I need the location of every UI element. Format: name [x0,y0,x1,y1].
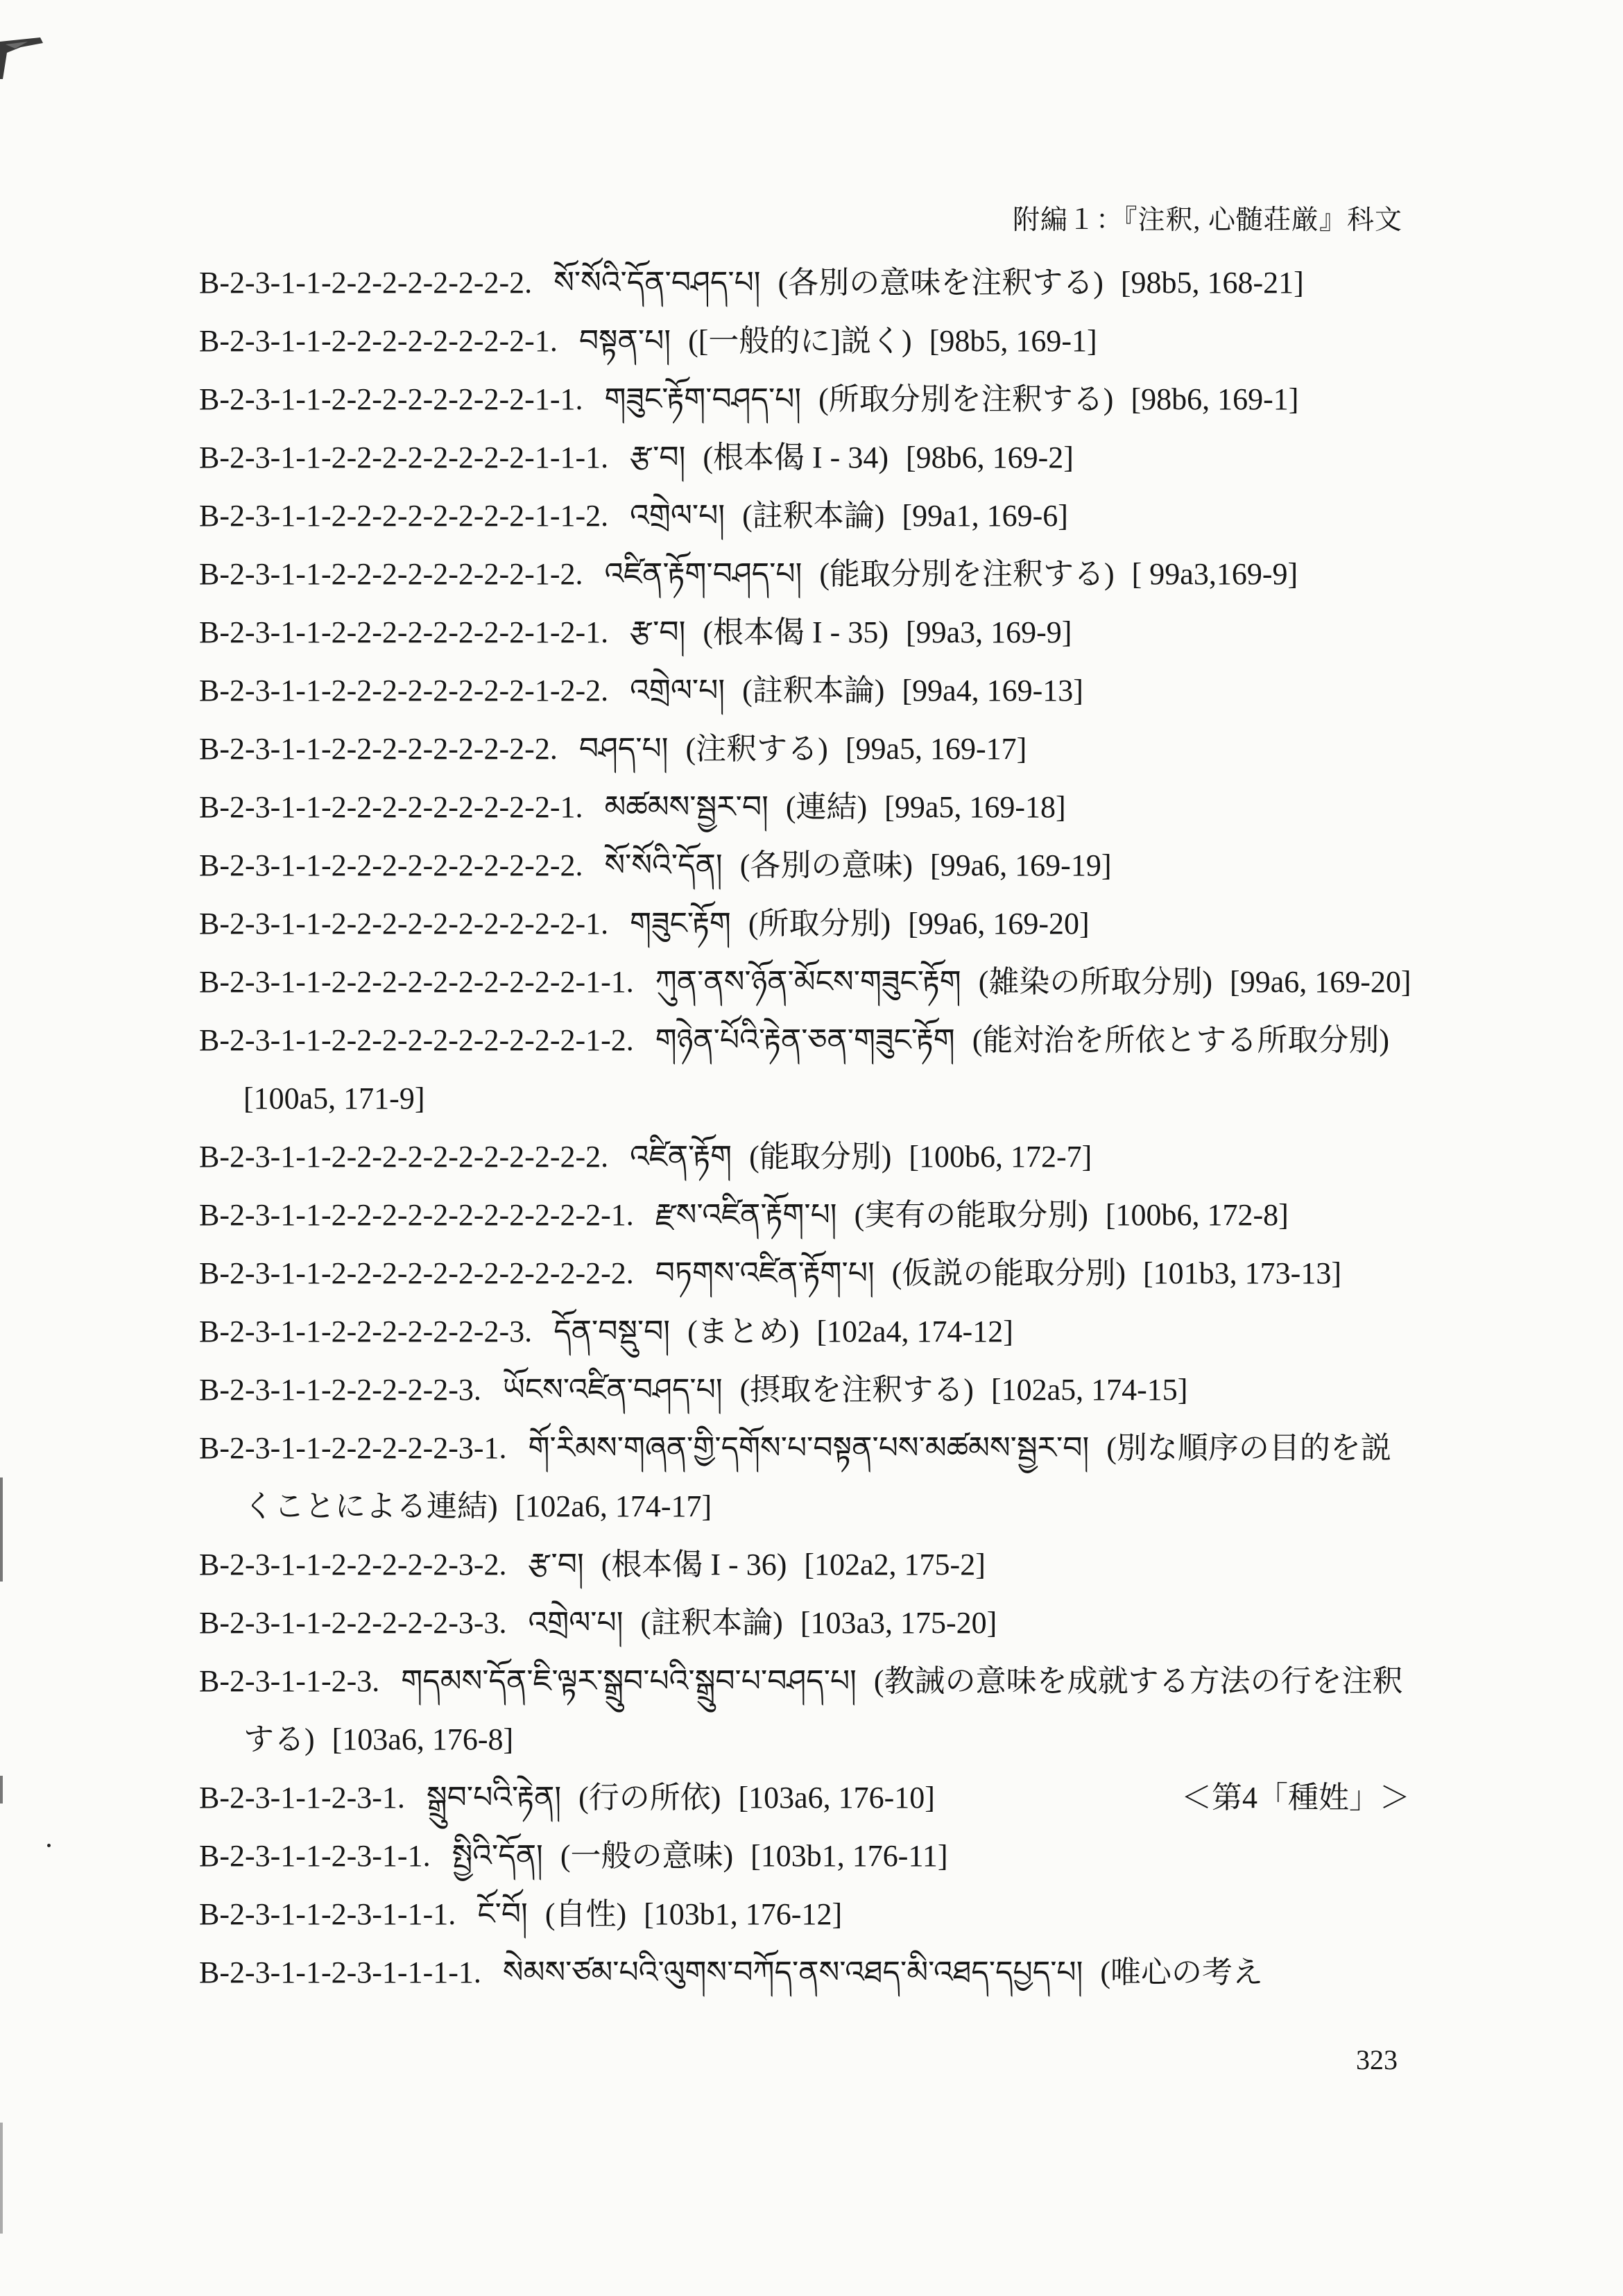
tibetan-heading: བཏགས་འཛིན་རྟོག་པ། [655,1256,875,1290]
folio-reference: [101b3, 173-13] [1143,1256,1341,1290]
outline-entry [199,1944,1420,2002]
section-code: B-2-3-1-1-2-2-2-2-2-2-2-2-1-1-2. [199,499,609,533]
folio-reference: [ 99a3,169-9] [1131,557,1298,591]
outline-entry [199,312,1420,370]
outline-entry [199,1885,1420,1944]
outline-entry [199,1594,1420,1652]
folio-reference: [99a1, 169-6] [902,499,1068,533]
tibetan-heading: གོ་རིམས་གཞན་གྱི་དགོས་པ་བསྟན་པས་མཚམས་སྦྱར་བ། [528,1431,1090,1465]
section-code: B-2-3-1-1-2-2-2-2-2-2-2-2-2-2-1-1. [199,965,634,999]
outline-entry [199,895,1420,953]
folio-reference: [99a4, 169-13] [902,674,1083,708]
folio-reference: [103b1, 176-12] [644,1897,843,1931]
japanese-gloss: (行の所依) [578,1781,721,1815]
tibetan-heading: འགྲེལ་པ། [528,1606,624,1640]
folio-reference: [98b5, 169-1] [929,324,1097,358]
section-code: B-2-3-1-1-2-2-2-2-2-2-2-2-2-2-2-1. [199,1198,634,1232]
tibetan-heading: འགྲེལ་པ། [630,674,725,708]
tibetan-heading: བསྟན་པ། [578,324,671,358]
section-code: B-2-3-1-1-2-3. [199,1664,380,1698]
outline-entry [199,720,1420,778]
tibetan-heading: ཡོངས་འཛིན་བཤད་པ། [502,1373,723,1407]
japanese-gloss: (能取分別を注釈する) [819,557,1115,591]
outline-entry [199,662,1420,720]
tibetan-heading: གཉེན་པོའི་རྟེན་ཅན་གཟུང་རྟོག [655,1023,955,1057]
japanese-gloss: (唯心の考え [1100,1955,1264,1989]
section-code: B-2-3-1-1-2-2-2-2-2-2-2-2-2-2. [199,848,583,882]
section-code: B-2-3-1-1-2-2-2-2-2-2-2-2-1-2. [199,557,583,591]
tibetan-heading: རྩ་བ། [630,615,686,649]
section-code: B-2-3-1-1-2-3-1-1. [199,1839,431,1873]
japanese-gloss: (まとめ) [687,1314,800,1348]
japanese-gloss: (注釈する) [685,732,828,766]
folio-reference: [100a5, 171-9] [243,1081,425,1115]
page-number: 323 [1356,2044,1398,2075]
folio-reference: [102a6, 174-17] [515,1489,712,1523]
outline-entry [199,545,1420,603]
japanese-gloss: (摂取を注釈する) [739,1373,974,1407]
section-code: B-2-3-1-1-2-3-1-1-1. [199,1897,456,1931]
section-code: B-2-3-1-1-2-2-2-2-2-2-2-2-2-2-1-2. [199,1023,634,1057]
japanese-gloss: (註釈本論) [742,674,885,708]
japanese-gloss: (一般の意味) [560,1839,734,1873]
outline-entry [199,1186,1420,1244]
section-code: B-2-3-1-1-2-2-2-2-2-2-2-2-2. [199,732,558,766]
tibetan-heading: གཟུང་རྟོག [630,907,731,941]
outline-entry [199,429,1420,487]
outline-entry [199,487,1420,545]
folio-reference: [98b5, 168-21] [1120,266,1304,300]
folio-reference: [99a5, 169-18] [884,790,1066,824]
section-code: B-2-3-1-1-2-2-2-2-2-2-2-2-1. [199,324,558,358]
outline-entry [199,1361,1420,1419]
section-code: B-2-3-1-1-2-2-2-2-2-2-2-3. [199,1314,533,1348]
running-header: 附編１：『注釈, 心髄荘厳』科文 [1012,205,1402,235]
tibetan-heading: བཤད་པ། [578,732,669,766]
section-code: B-2-3-1-1-2-2-2-2-2-2-2-2-1-1. [199,382,583,416]
section-code: B-2-3-1-1-2-2-2-2-2-2-2-2-1-1-1. [199,440,609,474]
tibetan-heading: རྩ་བ། [528,1548,584,1582]
japanese-gloss: (別な順序の目的を説くことによる連結) [243,1431,1391,1523]
folio-reference: [102a2, 175-2] [804,1548,986,1582]
japanese-gloss: (教誡の意味を成就する方法の行を注釈する) [243,1664,1403,1756]
outline-entry [199,1128,1420,1186]
tibetan-heading: འཛིན་རྟོག [630,1140,732,1174]
outline-entry [199,603,1420,662]
section-code: B-2-3-1-1-2-2-2-2-2-3-2. [199,1548,507,1582]
japanese-gloss: (能取分別) [749,1140,892,1174]
tibetan-heading: རྫས་འཛིན་རྟོག་པ། [655,1198,837,1232]
folio-reference: [98b6, 169-2] [905,440,1074,474]
japanese-gloss: (根本偈 I - 36) [601,1548,787,1582]
folio-reference: [99a6, 169-20] [1230,965,1411,999]
folio-reference: [103a3, 175-20] [800,1606,997,1640]
folio-reference: [99a3, 169-9] [905,615,1072,649]
folio-reference: [103a6, 176-8] [332,1722,514,1756]
outline-entry [199,1827,1420,1885]
section-code: B-2-3-1-1-2-2-2-2-2-2-2-2. [199,266,533,300]
folio-reference: [100b6, 172-7] [909,1140,1092,1174]
outline-entry [199,370,1420,429]
scan-artifact-mark [0,37,46,79]
japanese-gloss: (根本偈 I - 34) [703,440,888,474]
tibetan-heading: གདམས་དོན་ཇི་ལྟར་སྒྲུབ་པའི་སྒྲུབ་པ་བཤད་པ། [401,1664,857,1698]
outline-list [199,254,1420,2002]
folio-reference: [100b6, 172-8] [1105,1198,1289,1232]
japanese-gloss: (根本偈 I - 35) [703,615,888,649]
outline-entry [199,837,1420,895]
japanese-gloss: (雑染の所取分別) [978,965,1213,999]
tibetan-heading: མཚམས་སྦྱར་བ། [604,790,768,824]
folio-reference: [98b6, 169-1] [1131,382,1299,416]
japanese-gloss: (所取分別) [748,907,891,941]
chapter-marker: ＜第4「種姓」＞ [1181,1781,1410,1815]
tibetan-heading: སོ་སོའི་དོན་བཤད་པ། [553,266,761,300]
tibetan-heading: ཀུན་ནས་ཉོན་མོངས་གཟུང་རྟོག [655,965,961,999]
tibetan-heading: ངོ་བོ། [477,1897,528,1931]
section-code: B-2-3-1-1-2-2-2-2-2-2-2-2-2-2-2-2. [199,1256,634,1290]
japanese-gloss: (註釈本論) [640,1606,783,1640]
tibetan-heading: གཟུང་རྟོག་བཤད་པ། [604,382,802,416]
section-code: B-2-3-1-1-2-2-2-2-2-2-2-2-2-2-2. [199,1140,609,1174]
japanese-gloss: (自性) [544,1897,627,1931]
japanese-gloss: (実有の能取分別) [854,1198,1088,1232]
folio-reference: [102a5, 174-15] [990,1373,1188,1407]
section-code: B-2-3-1-1-2-3-1-1-1-1. [199,1955,481,1989]
outline-entry [199,1303,1420,1361]
outline-entry [199,1652,1420,1769]
scan-edge-line [0,1477,3,1582]
outline-entry [199,1419,1420,1536]
folio-reference: [102a4, 174-12] [816,1314,1013,1348]
japanese-gloss: (仮説の能取分別) [891,1256,1126,1290]
section-code: B-2-3-1-1-2-2-2-2-2-2-2-2-2-1. [199,790,583,824]
section-code: B-2-3-1-1-2-2-2-2-2-3. [199,1373,481,1407]
japanese-gloss: (各別の意味) [739,848,913,882]
scan-edge-line [0,2123,3,2234]
folio-reference: [99a6, 169-19] [930,848,1112,882]
folio-reference: [103a6, 176-10] [738,1781,935,1815]
tibetan-heading: འགྲེལ་པ། [630,499,725,533]
japanese-gloss: (各別の意味を注釈する) [778,266,1104,300]
section-code: B-2-3-1-1-2-3-1. [199,1781,405,1815]
outline-entry [199,1244,1420,1303]
folio-reference: [103b1, 176-11] [750,1839,948,1873]
folio-reference: [99a6, 169-20] [908,907,1090,941]
japanese-gloss: (連結) [785,790,868,824]
tibetan-heading: དོན་བསྡུ་བ། [553,1314,671,1348]
japanese-gloss: ([一般的に]説く) [688,324,912,358]
scan-edge-line [0,1776,3,1804]
japanese-gloss: (能対治を所依とする所取分別) [972,1023,1390,1057]
section-code: B-2-3-1-1-2-2-2-2-2-3-1. [199,1431,507,1465]
outline-entry [199,953,1420,1011]
folio-reference: [99a5, 169-17] [845,732,1027,766]
tibetan-heading: རྩ་བ། [630,440,686,474]
outline-entry [199,1536,1420,1594]
tibetan-heading: སེམས་ཙམ་པའི་ལུགས་བཀོད་ནས་འཐད་མི་འཐད་དཔྱད་པ། [502,1955,1083,1989]
tibetan-heading: སྤྱིའི་དོན། [452,1839,543,1873]
outline-entry [199,1011,1420,1128]
japanese-gloss: (所取分別を注釈する) [818,382,1114,416]
tibetan-heading: སྒྲུབ་པའི་རྟེན། [426,1781,562,1815]
tibetan-heading: འཛིན་རྟོག་བཤད་པ། [604,557,802,591]
section-code: B-2-3-1-1-2-2-2-2-2-2-2-2-2-2-1. [199,907,609,941]
outline-entry [199,778,1420,837]
tibetan-heading: སོ་སོའི་དོན། [604,848,723,882]
section-code: B-2-3-1-1-2-2-2-2-2-2-2-2-1-2-2. [199,674,609,708]
japanese-gloss: (註釈本論) [742,499,885,533]
section-code: B-2-3-1-1-2-2-2-2-2-3-3. [199,1606,507,1640]
outline-entry [199,254,1420,312]
stray-ink-dot [47,1844,51,1847]
outline-entry [199,1769,1420,1827]
section-code: B-2-3-1-1-2-2-2-2-2-2-2-2-1-2-1. [199,615,609,649]
